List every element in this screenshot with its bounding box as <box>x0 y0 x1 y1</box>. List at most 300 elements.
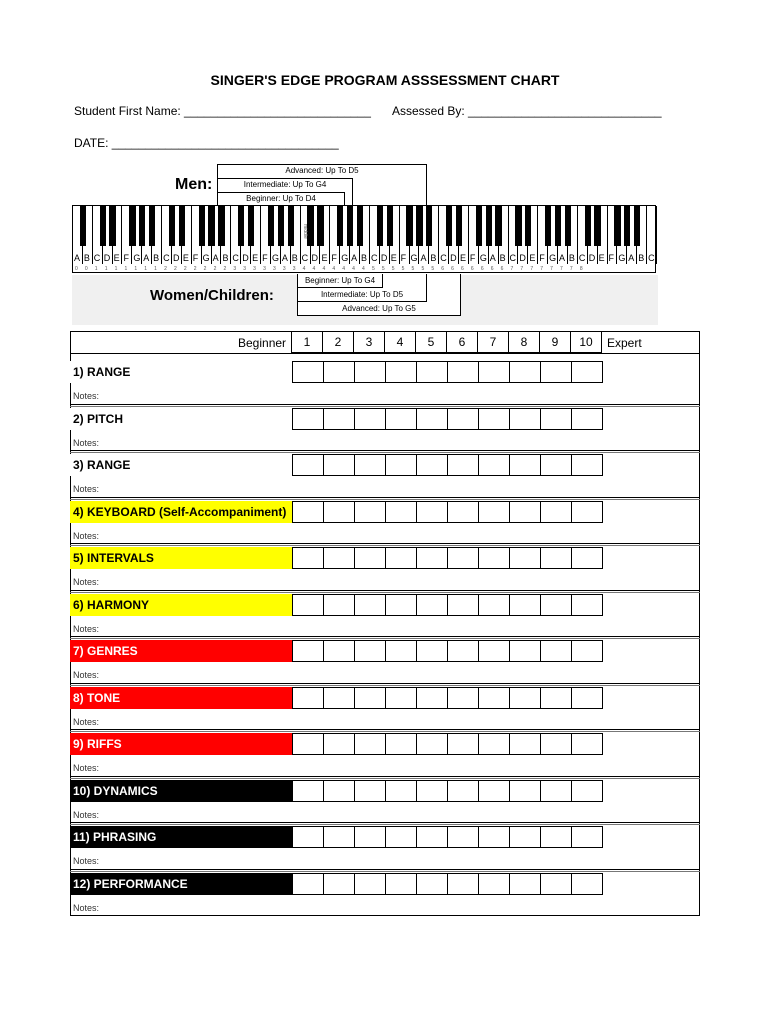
score-checkbox[interactable] <box>385 826 417 848</box>
octave-number: 5 <box>421 266 425 272</box>
black-key <box>416 206 422 246</box>
note-letter: B <box>568 253 575 263</box>
black-key <box>317 206 323 246</box>
score-checkbox[interactable] <box>540 547 572 569</box>
score-checkbox[interactable] <box>509 873 541 895</box>
note-letter: C <box>232 253 239 263</box>
score-checkbox[interactable] <box>540 501 572 523</box>
black-key <box>337 206 343 246</box>
score-checkbox[interactable] <box>323 640 355 662</box>
score-checkbox[interactable] <box>509 640 541 662</box>
score-checkbox[interactable] <box>447 454 479 476</box>
score-checkbox[interactable] <box>385 780 417 802</box>
black-key <box>486 206 492 246</box>
score-checkbox[interactable] <box>416 594 448 616</box>
notes-label: Notes: <box>73 530 100 541</box>
score-checkbox[interactable] <box>571 733 603 755</box>
note-letter: F <box>331 253 337 263</box>
row-separator <box>70 869 700 870</box>
note-letter: E <box>390 253 397 263</box>
category-label: 12) PERFORMANCE <box>70 873 293 895</box>
score-checkbox[interactable] <box>571 780 603 802</box>
score-checkbox[interactable] <box>292 547 324 569</box>
score-checkbox[interactable] <box>292 501 324 523</box>
score-checkbox[interactable] <box>385 501 417 523</box>
notes-label: Notes: <box>73 902 100 913</box>
octave-number: 1 <box>94 266 98 272</box>
score-checkbox[interactable] <box>416 687 448 709</box>
score-checkbox[interactable] <box>323 547 355 569</box>
octave-number: 2 <box>213 266 217 272</box>
row-separator <box>70 776 700 777</box>
score-checkbox[interactable] <box>292 873 324 895</box>
score-checkbox[interactable] <box>447 408 479 430</box>
score-checkbox[interactable] <box>540 826 572 848</box>
score-checkbox[interactable] <box>354 873 386 895</box>
notes-label: Notes: <box>73 391 100 401</box>
octave-number: 2 <box>183 266 187 272</box>
score-checkbox[interactable] <box>385 640 417 662</box>
score-checkbox[interactable] <box>571 408 603 430</box>
score-checkbox[interactable] <box>323 826 355 848</box>
black-key <box>476 206 482 246</box>
score-checkbox[interactable] <box>416 826 448 848</box>
scale-number-7: 7 <box>477 331 509 353</box>
note-letter: C <box>578 253 586 263</box>
score-checkbox[interactable] <box>447 640 479 662</box>
octave-number: 2 <box>164 266 167 272</box>
octave-number: 4 <box>332 266 336 272</box>
scale-number-3: 3 <box>353 331 385 353</box>
black-key <box>525 206 531 246</box>
black-key <box>238 206 244 246</box>
octave-number: 5 <box>381 266 385 272</box>
score-checkbox[interactable] <box>478 687 510 709</box>
octave-number: 6 <box>470 266 474 272</box>
octave-number: 8 <box>579 266 583 272</box>
score-checkbox[interactable] <box>571 361 603 383</box>
score-checkbox[interactable] <box>509 547 541 569</box>
octave-number: 4 <box>362 266 365 272</box>
score-checkbox[interactable] <box>323 780 355 802</box>
notes-label: Notes: <box>73 623 100 634</box>
octave-number: 3 <box>243 266 247 272</box>
row-separator <box>70 778 700 779</box>
score-checkbox[interactable] <box>447 780 479 802</box>
note-letter: A <box>212 253 219 263</box>
octave-number: 2 <box>193 266 197 272</box>
octave-number: 6 <box>461 266 464 272</box>
score-checkbox[interactable] <box>540 873 572 895</box>
octave-number: 6 <box>490 266 494 272</box>
score-checkbox[interactable] <box>416 780 448 802</box>
octave-number: 3 <box>282 266 286 272</box>
row-separator <box>70 499 700 500</box>
category-label: 6) HARMONY <box>70 594 293 616</box>
black-key <box>149 206 155 246</box>
score-checkbox[interactable] <box>354 594 386 616</box>
note-letter: C <box>163 253 170 263</box>
note-letter: F <box>262 253 268 263</box>
category-label: 5) INTERVALS <box>70 547 293 569</box>
note-letter: F <box>469 253 476 263</box>
score-checkbox[interactable] <box>416 640 448 662</box>
black-key <box>515 206 521 246</box>
black-key <box>357 206 363 246</box>
black-key <box>169 206 175 246</box>
octave-number: 7 <box>520 266 524 272</box>
octave-number: 3 <box>233 266 237 272</box>
black-key <box>278 206 284 246</box>
score-checkbox[interactable] <box>354 454 386 476</box>
octave-number: 5 <box>401 266 405 272</box>
category-label: 10) DYNAMICS <box>70 780 293 802</box>
row-separator <box>70 590 700 591</box>
black-key <box>307 206 313 246</box>
score-checkbox[interactable] <box>447 687 479 709</box>
scale-number-8: 8 <box>508 331 540 353</box>
octave-number: 1 <box>154 266 157 272</box>
black-key <box>387 206 393 246</box>
row-separator <box>70 638 700 639</box>
score-checkbox[interactable] <box>292 408 324 430</box>
black-key <box>288 206 294 246</box>
score-checkbox[interactable] <box>509 408 541 430</box>
score-checkbox[interactable] <box>540 361 572 383</box>
score-checkbox[interactable] <box>509 826 541 848</box>
score-checkbox[interactable] <box>416 547 448 569</box>
score-checkbox[interactable] <box>447 501 479 523</box>
score-checkbox[interactable] <box>385 687 417 709</box>
row-separator <box>70 824 700 825</box>
octave-number: 7 <box>569 266 573 272</box>
scale-number-6: 6 <box>446 331 478 353</box>
note-letter: B <box>153 253 160 263</box>
score-checkbox[interactable] <box>323 594 355 616</box>
score-checkbox[interactable] <box>354 501 386 523</box>
notes-label: Notes: <box>73 437 100 448</box>
score-checkbox[interactable] <box>540 408 572 430</box>
score-checkbox[interactable] <box>323 501 355 523</box>
women-beginner-bracket <box>297 274 383 288</box>
score-checkbox[interactable] <box>478 361 510 383</box>
score-checkbox[interactable] <box>571 873 603 895</box>
row-separator <box>70 685 700 686</box>
octave-number: 6 <box>441 266 445 272</box>
score-checkbox[interactable] <box>447 361 479 383</box>
black-key <box>248 206 254 246</box>
note-letter: E <box>598 253 605 263</box>
row-separator <box>70 497 700 498</box>
note-letter: A <box>559 253 566 263</box>
row-separator <box>70 406 700 407</box>
page-title: SINGER'S EDGE PROGRAM ASSSESSMENT CHART <box>210 72 560 88</box>
middle-c-label: middle <box>302 224 309 239</box>
row-separator <box>70 871 700 872</box>
note-letter: G <box>410 253 418 263</box>
score-checkbox[interactable] <box>292 733 324 755</box>
score-checkbox[interactable] <box>571 454 603 476</box>
score-checkbox[interactable] <box>478 826 510 848</box>
score-checkbox[interactable] <box>509 361 541 383</box>
black-key <box>218 206 224 246</box>
women-advanced-label: Advanced: Up To G5 <box>342 304 416 313</box>
note-letter: A <box>281 253 288 263</box>
note-letter: C <box>648 253 655 263</box>
row-separator <box>70 545 700 546</box>
black-key <box>139 206 145 246</box>
row-separator <box>70 636 700 637</box>
category-label: 11) PHRASING <box>70 826 293 848</box>
score-checkbox[interactable] <box>323 733 355 755</box>
octave-number: 6 <box>480 266 484 272</box>
note-letter: A <box>628 253 635 263</box>
score-checkbox[interactable] <box>478 594 510 616</box>
score-checkbox[interactable] <box>478 547 510 569</box>
women-intermediate-label: Intermediate: Up To D5 <box>320 290 404 299</box>
note-letter: G <box>479 253 487 263</box>
note-letter: B <box>499 253 506 263</box>
score-checkbox[interactable] <box>354 640 386 662</box>
octave-number: 1 <box>124 266 128 272</box>
score-checkbox[interactable] <box>540 640 572 662</box>
score-checkbox[interactable] <box>416 408 448 430</box>
note-letter: G <box>202 253 210 263</box>
student-first-name-field[interactable]: Student First Name: ____________________________ <box>74 104 371 118</box>
note-letter: C <box>301 253 309 263</box>
category-label: 9) RIFFS <box>70 733 293 755</box>
note-letter: F <box>192 253 199 263</box>
score-checkbox[interactable] <box>292 594 324 616</box>
score-checkbox[interactable] <box>292 640 324 662</box>
black-key <box>634 206 640 246</box>
black-key <box>446 206 452 246</box>
octave-number: 3 <box>263 266 266 272</box>
score-checkbox[interactable] <box>509 687 541 709</box>
octave-number: 5 <box>371 266 375 272</box>
score-checkbox[interactable] <box>323 454 355 476</box>
note-letter: D <box>380 253 388 263</box>
score-checkbox[interactable] <box>571 594 603 616</box>
row-separator <box>70 353 700 354</box>
score-checkbox[interactable] <box>447 873 479 895</box>
octave-number: 1 <box>114 266 118 272</box>
octave-number: 1 <box>144 266 148 272</box>
score-checkbox[interactable] <box>385 361 417 383</box>
black-key <box>495 206 501 246</box>
score-checkbox[interactable] <box>509 733 541 755</box>
row-separator <box>70 543 700 544</box>
octave-number: 3 <box>272 266 276 272</box>
note-letter: C <box>370 253 378 263</box>
black-key <box>585 206 591 246</box>
black-key <box>555 206 561 246</box>
octave-number: 4 <box>322 266 326 272</box>
score-checkbox[interactable] <box>323 687 355 709</box>
category-label: 4) KEYBOARD (Self-Accompaniment) <box>70 501 293 523</box>
category-label: 7) GENRES <box>70 640 293 662</box>
score-checkbox[interactable] <box>323 408 355 430</box>
row-separator <box>70 729 700 730</box>
octave-number: 5 <box>431 266 435 272</box>
note-letter: D <box>311 253 319 263</box>
score-checkbox[interactable] <box>354 687 386 709</box>
note-letter: B <box>222 253 229 263</box>
octave-number: 1 <box>134 266 138 272</box>
octave-number: 3 <box>292 266 296 272</box>
note-letter: D <box>172 253 180 263</box>
octave-number: 4 <box>342 266 346 272</box>
note-letter: D <box>588 253 596 263</box>
octave-number: 5 <box>411 266 415 272</box>
beginner-header: Beginner <box>238 336 287 350</box>
octave-number: 6 <box>500 266 504 272</box>
black-key <box>594 206 600 246</box>
score-checkbox[interactable] <box>571 687 603 709</box>
score-checkbox[interactable] <box>540 454 572 476</box>
score-checkbox[interactable] <box>571 547 603 569</box>
octave-number: 7 <box>510 266 514 272</box>
octave-number: 7 <box>530 266 534 272</box>
score-checkbox[interactable] <box>478 780 510 802</box>
score-checkbox[interactable] <box>447 826 479 848</box>
score-checkbox[interactable] <box>292 361 324 383</box>
men-advanced-label: Advanced: Up To D5 <box>285 166 359 175</box>
octave-number: 6 <box>451 266 454 272</box>
note-letter: E <box>460 253 467 263</box>
note-letter: F <box>608 253 614 263</box>
octave-number: 0 <box>75 266 78 272</box>
octave-number: 4 <box>302 266 306 272</box>
notes-label: Notes: <box>73 856 100 866</box>
octave-number: 2 <box>223 266 227 272</box>
black-key <box>100 206 106 246</box>
assessed-by-field[interactable]: Assessed By: _____________________________ <box>392 104 662 118</box>
note-letter: F <box>400 253 407 263</box>
score-checkbox[interactable] <box>416 501 448 523</box>
score-checkbox[interactable] <box>416 733 448 755</box>
score-checkbox[interactable] <box>540 687 572 709</box>
black-key <box>565 206 571 246</box>
score-checkbox[interactable] <box>385 408 417 430</box>
note-letter: E <box>252 253 259 263</box>
score-checkbox[interactable] <box>354 780 386 802</box>
score-checkbox[interactable] <box>509 594 541 616</box>
octave-number: 7 <box>550 266 553 272</box>
men-label: Men: <box>175 176 213 193</box>
score-checkbox[interactable] <box>571 826 603 848</box>
black-key <box>109 206 115 246</box>
score-checkbox[interactable] <box>478 501 510 523</box>
note-letter: D <box>519 253 526 263</box>
score-checkbox[interactable] <box>385 873 417 895</box>
octave-number: 7 <box>560 266 563 272</box>
score-checkbox[interactable] <box>354 547 386 569</box>
score-checkbox[interactable] <box>478 640 510 662</box>
men-beginner-bracket <box>217 192 345 206</box>
score-checkbox[interactable] <box>447 733 479 755</box>
score-checkbox[interactable] <box>509 454 541 476</box>
scale-number-2: 2 <box>322 331 354 353</box>
score-checkbox[interactable] <box>478 873 510 895</box>
octave-number: 3 <box>253 266 256 272</box>
black-key <box>406 206 412 246</box>
score-checkbox[interactable] <box>354 408 386 430</box>
score-checkbox[interactable] <box>540 594 572 616</box>
score-checkbox[interactable] <box>385 733 417 755</box>
note-letter: E <box>182 253 189 263</box>
note-letter: A <box>420 253 427 263</box>
note-letter: G <box>618 253 626 263</box>
score-checkbox[interactable] <box>323 361 355 383</box>
octave-number: 2 <box>173 266 177 272</box>
score-checkbox[interactable] <box>323 873 355 895</box>
score-checkbox[interactable] <box>416 454 448 476</box>
category-label: 2) PITCH <box>70 408 293 430</box>
score-checkbox[interactable] <box>292 826 324 848</box>
octave-number: 4 <box>312 266 316 272</box>
score-checkbox[interactable] <box>416 873 448 895</box>
notes-label: Notes: <box>73 484 100 494</box>
notes-label: Notes: <box>73 763 100 773</box>
score-checkbox[interactable] <box>509 501 541 523</box>
octave-number: 5 <box>391 266 395 272</box>
score-checkbox[interactable] <box>478 733 510 755</box>
notes-label: Notes: <box>73 577 100 587</box>
score-checkbox[interactable] <box>447 547 479 569</box>
score-checkbox[interactable] <box>540 780 572 802</box>
score-checkbox[interactable] <box>571 501 603 523</box>
score-checkbox[interactable] <box>447 594 479 616</box>
score-checkbox[interactable] <box>509 780 541 802</box>
row-separator <box>70 452 700 453</box>
row-separator <box>70 592 700 593</box>
score-checkbox[interactable] <box>571 640 603 662</box>
octave-number: 4 <box>352 266 355 272</box>
black-key <box>614 206 620 246</box>
black-key <box>347 206 353 246</box>
note-letter: B <box>83 253 90 263</box>
score-checkbox[interactable] <box>540 733 572 755</box>
category-label: 1) RANGE <box>70 361 293 383</box>
score-checkbox[interactable] <box>478 408 510 430</box>
note-letter: G <box>549 253 557 263</box>
score-checkbox[interactable] <box>292 780 324 802</box>
score-checkbox[interactable] <box>385 547 417 569</box>
black-key <box>545 206 551 246</box>
score-checkbox[interactable] <box>354 826 386 848</box>
black-key <box>456 206 462 246</box>
black-key <box>268 206 274 246</box>
black-key <box>377 206 383 246</box>
octave-number: 2 <box>203 266 207 272</box>
score-checkbox[interactable] <box>478 454 510 476</box>
score-checkbox[interactable] <box>385 454 417 476</box>
score-checkbox[interactable] <box>292 454 324 476</box>
note-letter: C <box>440 253 447 263</box>
note-letter: F <box>123 253 129 263</box>
score-checkbox[interactable] <box>416 361 448 383</box>
scale-number-4: 4 <box>384 331 416 353</box>
date-field[interactable]: DATE: __________________________________ <box>74 136 339 150</box>
note-letter: B <box>291 253 298 263</box>
note-letter: A <box>143 253 150 263</box>
score-checkbox[interactable] <box>385 594 417 616</box>
score-checkbox[interactable] <box>354 361 386 383</box>
note-letter: F <box>539 253 545 263</box>
score-checkbox[interactable] <box>292 687 324 709</box>
score-checkbox[interactable] <box>354 733 386 755</box>
